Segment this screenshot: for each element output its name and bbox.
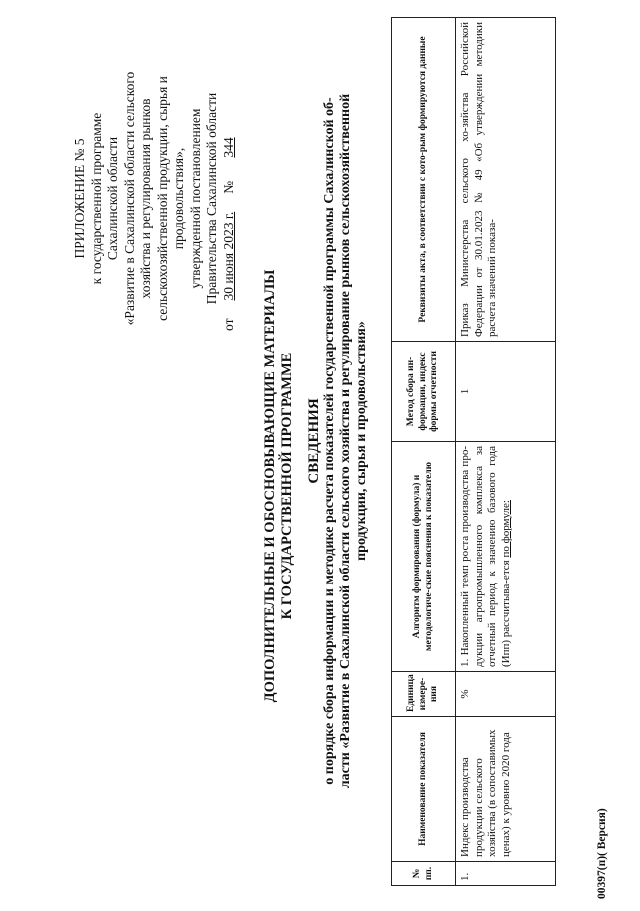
info-title-line: ласти «Развитие в Сахалинской области сельского хозяйства и регулирование рынков сельскохозяйственной	[338, 93, 353, 789]
appendix-block	[72, 66, 237, 331]
approval-date-line	[221, 66, 238, 331]
header-algorithm: Алгоритм формирования (формула) и методологиче-ские пояснения к показателю	[392, 442, 456, 672]
header-method: Метод сбора ин-формации, индекс формы отчетности	[392, 342, 456, 442]
approval-number: 344	[220, 137, 236, 158]
cell-algorithm	[456, 442, 556, 672]
main-title-line: ДОПОЛНИТЕЛЬНЫЕ И ОБОСНОВЫВАЮЩИЕ МАТЕРИАЛЫ	[262, 269, 278, 703]
info-title-line: о порядке сбора информации и методике расчета показателей государственной программы Сахалинской об-	[322, 97, 337, 785]
appendix-line: утвержденной постановлением	[187, 108, 203, 289]
main-title-line: К ГОСУДАРСТВЕННОЙ ПРОГРАММЕ	[279, 352, 295, 620]
table-header-row	[392, 18, 456, 886]
appendix-line: к государственной программе	[88, 112, 104, 285]
algorithm-text: 1. Накопленный темп роста производства про-дукции агропромышленного комплекса за отчетный период к значению базового года (Ипп) рассчитыва-ется	[459, 446, 512, 667]
program-name: «Развитие в Сахалинской области сельского хозяйства и регулирования рынков сельскохозяйственной продукции, сырья и продовольствия»,	[121, 71, 186, 326]
cell-number: 1.	[456, 862, 556, 886]
document-footer-code: 00397(п)( Версия)	[596, 808, 608, 899]
info-title-line: продукции, сырья и продовольствия»	[354, 321, 369, 561]
appendix-title: ПРИЛОЖЕНИЕ № 5	[72, 138, 87, 259]
main-title	[262, 141, 296, 831]
table-row	[456, 18, 556, 886]
indicators-table	[391, 17, 556, 886]
cell-method: 1	[456, 342, 556, 442]
header-indicator-name: Наименование показателя	[392, 717, 456, 862]
approval-date: 30 июня 2023 г.	[220, 211, 236, 301]
number-sign: №	[220, 180, 236, 194]
appendix-line: Правительства Сахалинской области	[204, 92, 219, 305]
info-title	[306, 11, 370, 871]
date-prefix: от	[220, 318, 236, 331]
info-heading: СВЕДЕНИЯ	[306, 398, 322, 484]
header-unit: Единица измере-ния	[392, 672, 456, 717]
cell-unit: %	[456, 672, 556, 717]
cell-requisites: Приказ Министерства сельского хо-зяйства Российской Федерации от 30.01.2023 № 49 «Об утверждении методики расчета значений показа-	[456, 18, 556, 342]
header-requisites: Реквизиты акта, в соответствии с кото-рым формируются данные	[392, 18, 456, 342]
formula-link[interactable]: по формуле:	[499, 500, 512, 558]
cell-indicator-name: Индекс производства продукции сельского хозяйства (в сопоставимых ценах) к уровню 2020 года	[456, 717, 556, 862]
header-number: № пп.	[392, 862, 456, 886]
appendix-line: Сахалинской области	[105, 136, 120, 261]
